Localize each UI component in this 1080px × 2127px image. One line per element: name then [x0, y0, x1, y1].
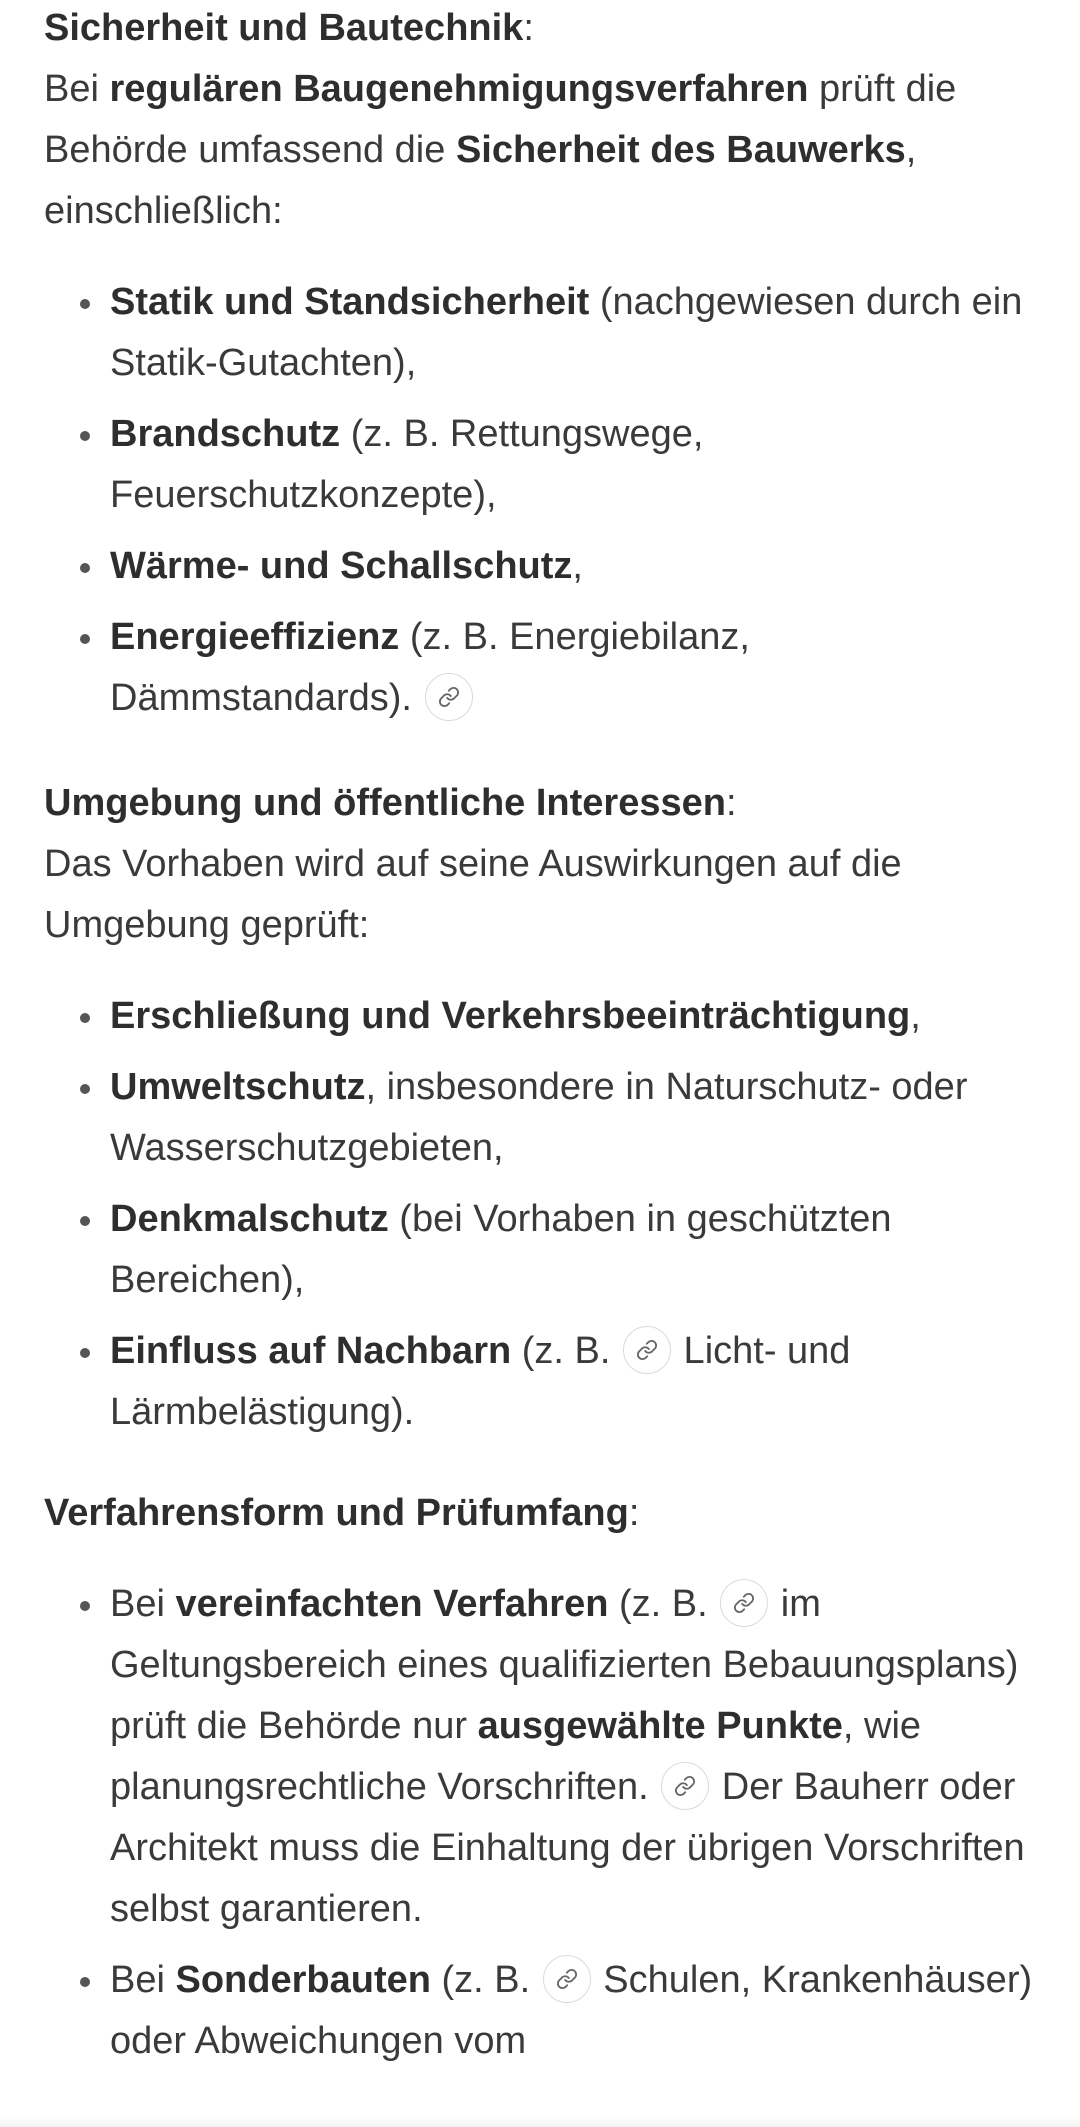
list-item: Statik und Standsicherheit (nachgewiesen durch ein Statik-Gutachten),: [44, 272, 1036, 394]
bottom-fade: [0, 2117, 1080, 2127]
source-link-button[interactable]: [543, 1955, 591, 2003]
bullet-list-verfahren: [44, 1574, 1036, 2072]
source-link-button[interactable]: [661, 1762, 709, 1810]
list-item: Umweltschutz, insbesondere in Naturschutz- oder Wasserschutzgebieten,: [44, 1057, 1036, 1179]
bullet-list-sicherheit: [44, 272, 1036, 729]
list-item: Bei vereinfachten Verfahren (z. B. im Geltungsbereich eines qualifizierten Bebauungsplans) prüft die Behörde nur ausgewählte Punkte, wie planungsrechtliche Vorschriften. Der Bauherr oder Architekt muss die Einhaltung der übrigen Vorschriften selbst garantieren.: [44, 1574, 1036, 1940]
list-item: Bei Sonderbauten (z. B. Schulen, Krankenhäuser) oder Abweichungen vom: [44, 1950, 1036, 2072]
section-title-sicherheit: Sicherheit und Bautechnik:: [44, 7, 534, 49]
list-item: Denkmalschutz (bei Vorhaben in geschützten Bereichen),: [44, 1189, 1036, 1311]
list-item: Brandschutz (z. B. Rettungswege, Feuerschutzkonzepte),: [44, 404, 1036, 526]
section-title-verfahren: Verfahrensform und Prüfumfang:: [44, 1492, 640, 1534]
link-icon: [556, 1968, 578, 1990]
link-icon: [438, 686, 460, 708]
list-item: Einfluss auf Nachbarn (z. B. Licht- und Lärmbelästigung).: [44, 1321, 1036, 1443]
link-icon: [636, 1339, 658, 1361]
section-title-umgebung: Umgebung und öffentliche Interessen:: [44, 782, 737, 824]
source-link-button[interactable]: [720, 1579, 768, 1627]
list-item: Energieeffizienz (z. B. Energiebilanz, Dämmstandards).: [44, 607, 1036, 729]
bullet-list-umgebung: [44, 986, 1036, 1443]
list-item: Wärme- und Schallschutz,: [44, 536, 1036, 597]
link-icon: [733, 1592, 755, 1614]
section-intro-umgebung: Das Vorhaben wird auf seine Auswirkungen auf die Umgebung geprüft:: [44, 843, 902, 946]
link-icon: [674, 1775, 696, 1797]
section-intro-sicherheit: Bei regulären Baugenehmigungsverfahren prüft die Behörde umfassend die Sicherheit des Bauwerks, einschließlich:: [44, 68, 957, 232]
source-link-button[interactable]: [425, 673, 473, 721]
source-link-button[interactable]: [623, 1326, 671, 1374]
list-item: Erschließung und Verkehrsbeeinträchtigung,: [44, 986, 1036, 1047]
